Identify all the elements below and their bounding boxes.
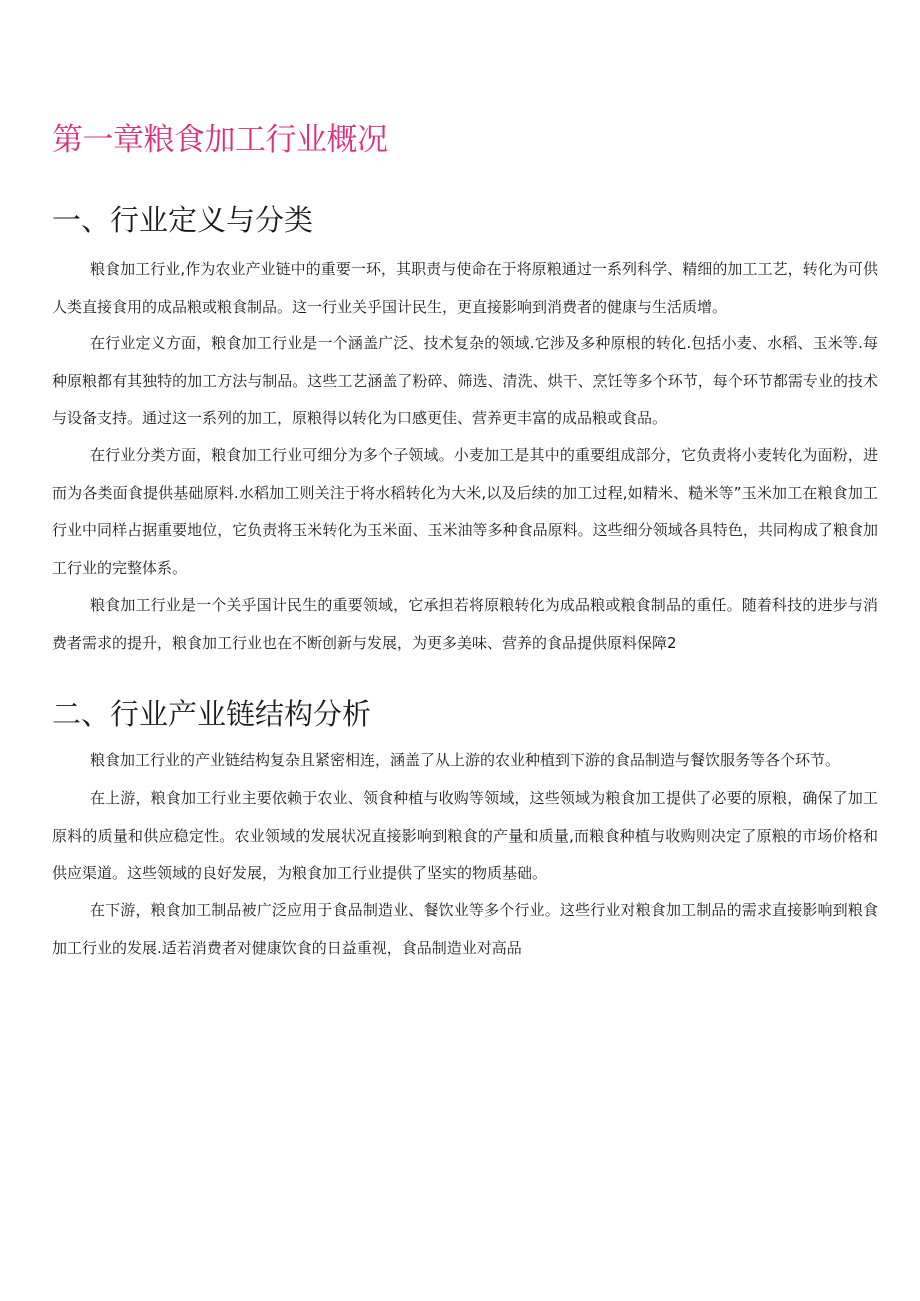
section-heading-industry-chain: 二、行业产业链结构分析 <box>52 697 372 731</box>
paragraph: 粮食加工行业的产业链结构复杂且紧密相连，涵盖了从上游的农业种植到下游的食品制造与餐饮服务等各个环节。 <box>90 751 841 769</box>
chapter-title: 第一章粮食加工行业概况 <box>52 122 388 158</box>
section-heading-definition: 一、行业定义与分类 <box>52 203 314 237</box>
paragraph: 在下游，粮食加工制品被广泛应用于食品制造业、餐饮业等多个行业。这些行业对粮食加工制品的需求直接影响到粮食加工行业的发展.适若消费者对健康饮食的日益重视，食品制造业对高品 <box>52 901 878 957</box>
paragraph: 在行业分类方面，粮食加工行业可细分为多个子领域。小麦加工是其中的重要组成部分，它负责将小麦转化为面粉，进而为各类面食提供基础原料.水稻加工则关注于将水稻转化为大米,以及后续的加工过程,如精米、糙米等”玉米加工在粮食加工行业中同样占据重要地位，它负责将玉米转化为玉米面、玉米油等多种食品原料。这些细分领域各具特色，共同构成了粮食加工行业的完整体系。 <box>52 446 878 577</box>
paragraph: 粮食加工行业是一个关乎国计民生的重要领域，它承担若将原粮转化为成品粮或粮食制品的重任。随着科技的进步与消费者需求的提升，粮食加工行业也在不断创新与发展，为更多美味、营养的食品提供原料保障2 <box>52 596 878 652</box>
paragraph: 在行业定义方面，粮食加工行业是一个涵盖广泛、技术复杂的领域.它涉及多种原根的转化.包括小麦、水稻、玉米等.每种原粮都有其独特的加工方法与制品。这些工艺涵盖了粉碎、筛选、清洗、烘干、烹饪等多个环节，每个环节都需专业的技术与设备支持。通过这一系列的加工，原粮得以转化为口感更佳、营养更丰富的成品粮或食品。 <box>52 334 878 427</box>
paragraph: 粮食加工行业,作为农业产业链中的重要一环，其职责与使命在于将原粮通过一系列科学、精细的加工工艺，转化为可供人类直接食用的成品粮或粮食制品。这一行业关乎国计民生，更直接影响到消费者的健康与生活质增。 <box>52 260 878 316</box>
paragraph: 在上游，粮食加工行业主要依赖于农业、领食种植与收购等领域，这些领域为粮食加工提供了必要的原粮，确保了加工原料的质量和供应稳定性。农业领域的发展状况直接影响到粮食的产量和质量,而粮食种植与收购则决定了原粮的市场价格和供应渠道。这些领域的良好发展，为粮食加工行业提供了坚实的物质基础。 <box>52 789 878 882</box>
